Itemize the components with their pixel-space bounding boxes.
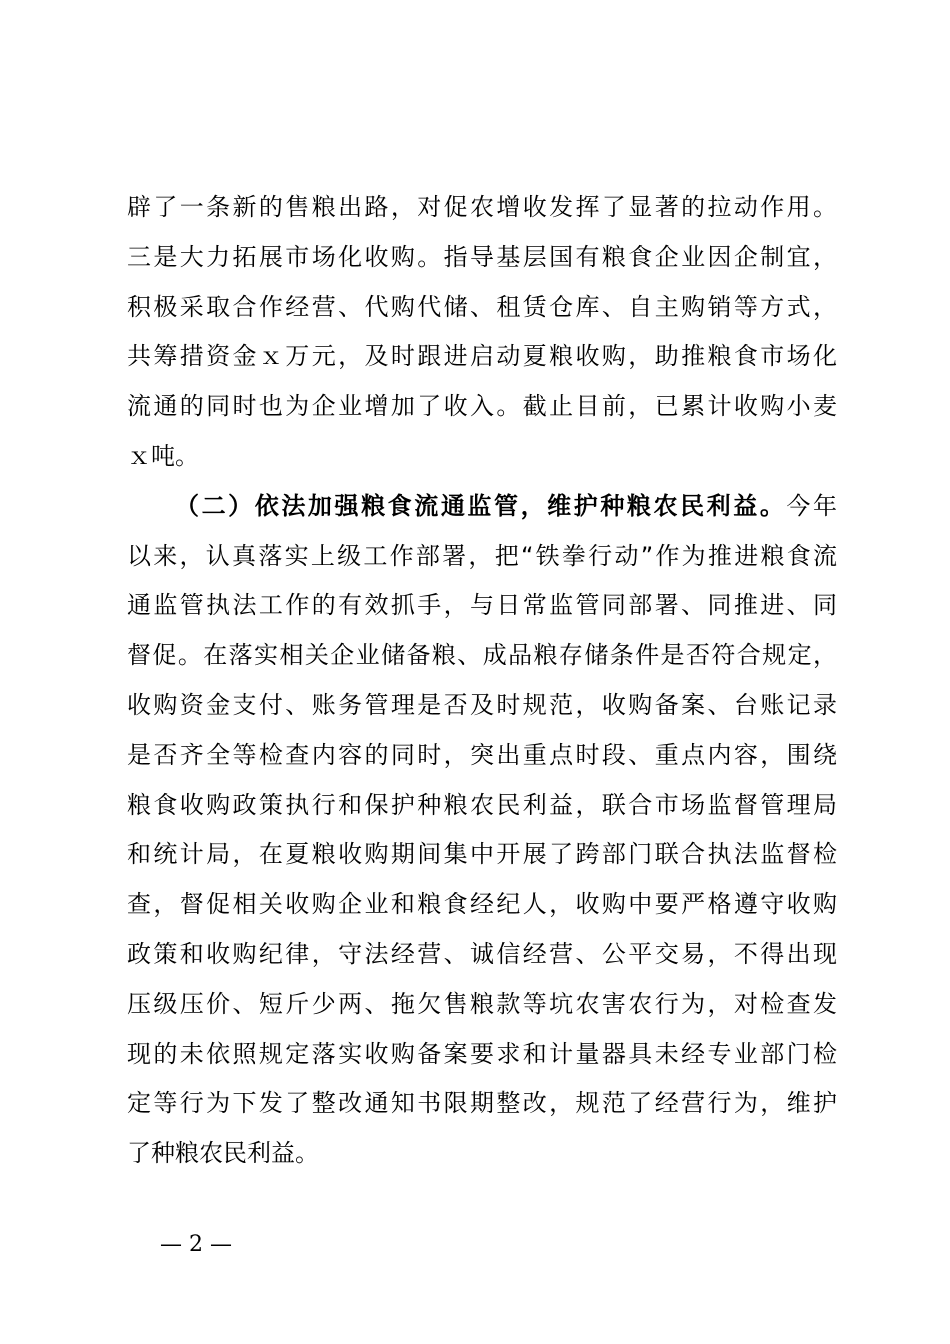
text-line: 流通的同时也为企业增加了收入。截止目前，已累计收购小麦 (127, 392, 837, 421)
text-line: 通监管执法工作的有效抓手，与日常监管同部署、同推进、同 (127, 591, 837, 620)
text-line: 三是大力拓展市场化收购。指导基层国有粮食企业因企制宜， (127, 242, 837, 271)
text-line: 现的未依照规定落实收购备案要求和计量器具未经专业部门检 (127, 1039, 837, 1068)
text-line: 粮食收购政策执行和保护种粮农民利益，联合市场监督管理局 (127, 790, 837, 819)
section-heading: （二）依法加强粮食流通监管，维护种粮农民利益。 (175, 491, 787, 520)
paragraph-1 (127, 183, 837, 482)
text-line: 和统计局，在夏粮收购期间集中开展了跨部门联合执法监督检 (127, 840, 837, 869)
text-line: ｘ吨。 (127, 441, 199, 470)
text-line: 定等行为下发了整改通知书限期整改，规范了经营行为，维护 (127, 1089, 837, 1118)
text-line: 督促。在落实相关企业储备粮、成品粮存储条件是否符合规定， (127, 641, 837, 670)
text-line: 是否齐全等检查内容的同时，突出重点时段、重点内容，围绕 (127, 740, 837, 769)
paragraph-2 (127, 482, 837, 1179)
text-line: 共筹措资金ｘ万元，及时跟进启动夏粮收购，助推粮食市场化 (127, 342, 837, 371)
text-line: 查，督促相关收购企业和粮食经纪人，收购中要严格遵守收购 (127, 890, 837, 919)
text-line: 以来，认真落实上级工作部署，把“铁拳行动”作为推进粮食流 (127, 541, 837, 570)
text-line: 辟了一条新的售粮出路，对促农增收发挥了显著的拉动作用。 (127, 193, 837, 221)
page-number: — 2 — (160, 1232, 232, 1257)
paragraph-2-first-line (127, 482, 837, 532)
document-body (127, 183, 837, 1179)
text-line: 了种粮农民利益。 (127, 1139, 319, 1168)
text-line: 收购资金支付、账务管理是否及时规范，收购备案、台账记录 (127, 690, 837, 719)
text-line: 压级压价、短斤少两、拖欠售粮款等坑农害农行为，对检查发 (127, 989, 837, 1018)
text-line: 政策和收购纪律，守法经营、诚信经营、公平交易，不得出现 (127, 939, 837, 968)
heading-tail-text: 今年 (786, 491, 838, 520)
text-line: 积极采取合作经营、代购代储、租赁仓库、自主购销等方式， (127, 292, 837, 321)
